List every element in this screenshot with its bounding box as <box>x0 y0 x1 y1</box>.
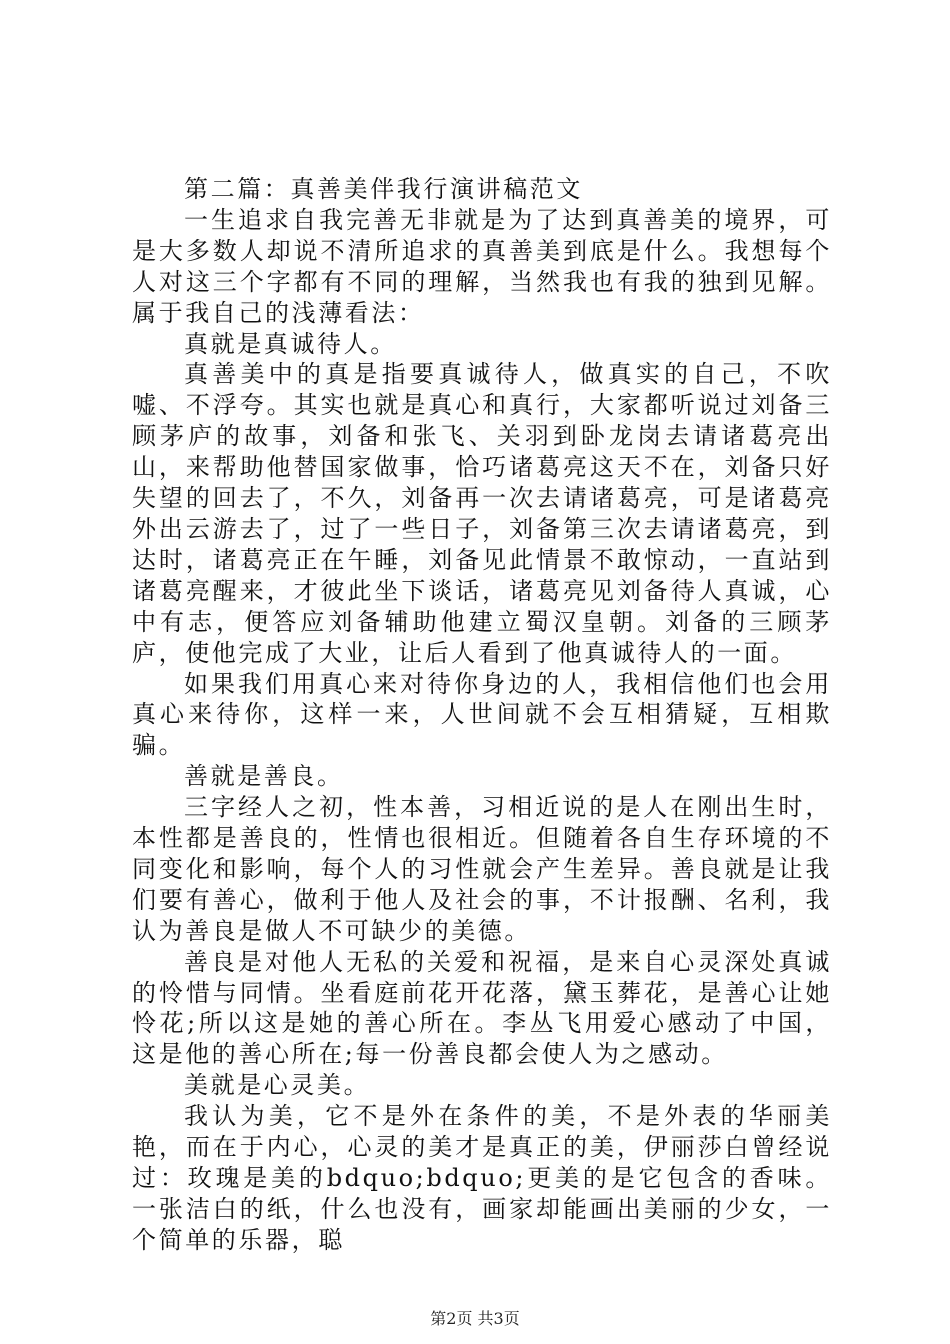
section-title: 第二篇：真善美伴我行演讲稿范文 <box>184 175 583 203</box>
heading-beauty: 美就是心灵美。 <box>184 1071 371 1100</box>
paragraph-goodness-examples: 善良是对他人无私的关爱和祝福，是来自心灵深处真诚的怜惜与同情。坐看庭前花开花落，黛玉葬花，是善心让她怜花;所以这是她的善心所在。李丛飞用爱心感动了中国，这是他的善心所在;每一份善良都会使人为之感动。 <box>132 947 832 1069</box>
paragraph-intro: 一生追求自我完善无非就是为了达到真善美的境界，可是大多数人却说不清所追求的真善美到底是什么。我想每个人对这三个字都有不同的理解，当然我也有我的独到见解。属于我自己的浅薄看法： <box>132 205 832 327</box>
heading-goodness: 善就是善良。 <box>184 762 344 791</box>
paragraph-beauty: 我认为美，它不是外在条件的美，不是外表的华丽美艳，而在于内心，心灵的美才是真正的美，伊丽莎白曾经说过：玫瑰是美的bdquo;bdquo;更美的是它包含的香味。一张洁白的纸，什么也没有，画家却能画出美丽的少女，一个简单的乐器，聪 <box>132 1102 832 1254</box>
paragraph-truth: 真善美中的真是指要真诚待人，做真实的自己，不吹嘘、不浮夸。其实也就是真心和真行，大家都听说过刘备三顾茅庐的故事，刘备和张飞、关羽到卧龙岗去请诸葛亮出山，来帮助他替国家做事，恰巧诸葛亮这天不在，刘备只好失望的回去了，不久，刘备再一次去请诸葛亮，可是诸葛亮外出云游去了，过了一些日子，刘备第三次去请诸葛亮，到达时，诸葛亮正在午睡，刘备见此情景不敢惊动，一直站到诸葛亮醒来，才彼此坐下谈话，诸葛亮见刘备待人真诚，心中有志，便答应刘备辅助他建立蜀汉皇朝。刘备的三顾茅庐，使他完成了大业，让后人看到了他真诚待人的一面。 <box>132 360 832 667</box>
heading-truth: 真就是真诚待人。 <box>184 329 397 358</box>
paragraph-goodness: 三字经人之初，性本善，习相近说的是人在刚出生时，本性都是善良的，性情也很相近。但随着各自生存环境的不同变化和影响，每个人的习性就会产生差异。善良就是让我们要有善心，做利于他人及社会的事，不计报酬、名利，我认为善良是做人不可缺少的美德。 <box>132 793 832 945</box>
paragraph-truth-conclusion: 如果我们用真心来对待你身边的人，我相信他们也会用真心来待你，这样一来，人世间就不会互相猜疑，互相欺骗。 <box>132 669 832 760</box>
document-body <box>132 174 832 1256</box>
page-footer: 第2页 共3页 <box>430 1309 520 1328</box>
